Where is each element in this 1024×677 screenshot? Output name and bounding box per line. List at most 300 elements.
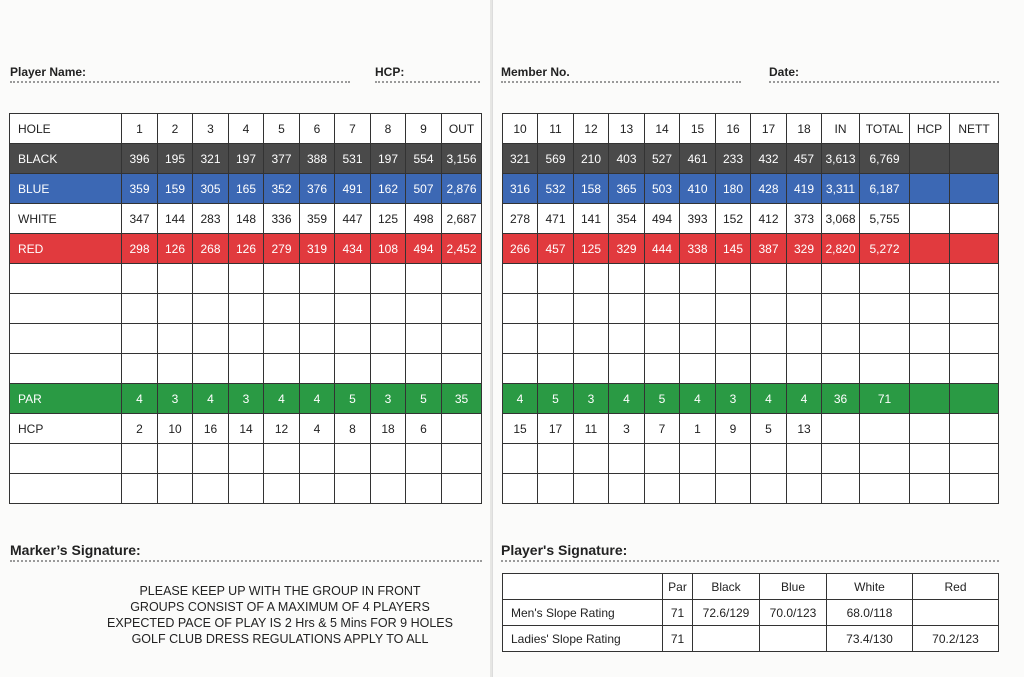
score-cell[interactable] (950, 204, 999, 234)
score-cell: 3 (193, 114, 229, 144)
score-cell: 316 (503, 174, 538, 204)
score-cell: 2 (158, 114, 193, 144)
score-cell: 145 (716, 234, 751, 264)
row-label[interactable] (10, 294, 122, 324)
score-cell: 13 (787, 414, 822, 444)
score-cell: TOTAL (860, 114, 910, 144)
score-cell: 3 (158, 384, 193, 414)
score-cell: 278 (503, 204, 538, 234)
score-cell: NETT (950, 114, 999, 144)
score-cell[interactable] (950, 444, 999, 474)
score-cell[interactable] (264, 264, 300, 294)
score-cell[interactable] (716, 264, 751, 294)
slope-header-cell: Red (913, 574, 999, 600)
score-cell[interactable] (787, 264, 822, 294)
score-cell[interactable] (751, 474, 787, 504)
score-cell[interactable] (716, 444, 751, 474)
score-cell[interactable] (950, 294, 999, 324)
score-cell[interactable] (574, 354, 609, 384)
score-cell: 126 (229, 234, 264, 264)
score-cell[interactable] (787, 324, 822, 354)
score-cell: 3,068 (822, 204, 860, 234)
score-cell: 268 (193, 234, 229, 264)
hcp-line[interactable] (375, 80, 480, 83)
score-cell: 321 (193, 144, 229, 174)
score-cell[interactable] (406, 264, 442, 294)
score-cell[interactable] (442, 294, 482, 324)
row-label: PAR (10, 384, 122, 414)
score-cell[interactable] (264, 324, 300, 354)
score-cell[interactable] (950, 324, 999, 354)
score-cell[interactable] (910, 234, 950, 264)
score-cell[interactable] (122, 474, 158, 504)
score-cell[interactable] (264, 294, 300, 324)
player-signature-line[interactable] (501, 559, 999, 562)
score-cell: 388 (300, 144, 335, 174)
score-cell: 5 (538, 384, 574, 414)
score-cell[interactable] (538, 324, 574, 354)
score-cell[interactable] (910, 414, 950, 444)
score-cell[interactable] (371, 354, 406, 384)
score-cell[interactable] (503, 444, 538, 474)
score-cell: 491 (335, 174, 371, 204)
front-hcp-row (10, 414, 482, 444)
score-cell[interactable] (680, 354, 716, 384)
score-cell: 10 (503, 114, 538, 144)
score-cell: 434 (335, 234, 371, 264)
score-cell[interactable] (335, 264, 371, 294)
back-hcp-row (503, 414, 999, 444)
front-blank-row (10, 444, 482, 474)
score-cell[interactable] (645, 354, 680, 384)
score-cell: 336 (264, 204, 300, 234)
score-cell[interactable] (822, 294, 860, 324)
score-cell[interactable] (193, 444, 229, 474)
score-cell[interactable] (122, 354, 158, 384)
score-cell[interactable] (193, 474, 229, 504)
back-white-row (503, 204, 999, 234)
score-cell[interactable] (229, 354, 264, 384)
score-cell: 4 (503, 384, 538, 414)
score-cell: 4 (300, 414, 335, 444)
score-cell: 5 (645, 384, 680, 414)
score-cell[interactable] (950, 174, 999, 204)
score-cell[interactable] (538, 264, 574, 294)
score-cell[interactable] (574, 294, 609, 324)
score-cell[interactable] (503, 474, 538, 504)
score-cell[interactable] (335, 294, 371, 324)
score-cell[interactable] (787, 354, 822, 384)
score-cell: 338 (680, 234, 716, 264)
score-cell[interactable] (609, 444, 645, 474)
score-cell: 6,769 (860, 144, 910, 174)
score-cell: 3,156 (442, 144, 482, 174)
score-cell: IN (822, 114, 860, 144)
score-cell: 2,876 (442, 174, 482, 204)
score-cell[interactable] (503, 264, 538, 294)
score-cell: 365 (609, 174, 645, 204)
score-cell[interactable] (787, 444, 822, 474)
score-cell[interactable] (645, 444, 680, 474)
score-cell[interactable] (910, 474, 950, 504)
score-cell: 4 (300, 384, 335, 414)
score-cell[interactable] (645, 324, 680, 354)
score-cell: 373 (787, 204, 822, 234)
ladies-slope-row (503, 626, 999, 652)
score-cell[interactable] (680, 324, 716, 354)
score-cell[interactable] (680, 444, 716, 474)
score-cell[interactable] (406, 324, 442, 354)
score-cell[interactable] (822, 354, 860, 384)
score-cell: 403 (609, 144, 645, 174)
score-cell[interactable] (300, 444, 335, 474)
slope-cell: 70.2/123 (913, 626, 999, 652)
score-cell[interactable] (503, 354, 538, 384)
score-cell[interactable] (300, 294, 335, 324)
row-label[interactable] (10, 264, 122, 294)
score-cell[interactable] (574, 474, 609, 504)
score-cell[interactable] (442, 444, 482, 474)
score-cell[interactable] (860, 264, 910, 294)
score-cell[interactable] (910, 144, 950, 174)
score-cell: 11 (538, 114, 574, 144)
score-cell[interactable] (609, 324, 645, 354)
score-cell[interactable] (193, 354, 229, 384)
score-cell[interactable] (950, 264, 999, 294)
player-name-label: Player Name: (10, 65, 87, 79)
score-cell[interactable] (645, 294, 680, 324)
score-cell[interactable] (680, 264, 716, 294)
score-cell[interactable] (680, 474, 716, 504)
score-cell: 457 (538, 234, 574, 264)
score-cell[interactable] (442, 324, 482, 354)
score-cell: 18 (371, 414, 406, 444)
score-cell: HCP (910, 114, 950, 144)
score-cell: 3 (371, 384, 406, 414)
score-cell: 159 (158, 174, 193, 204)
score-cell[interactable] (229, 264, 264, 294)
score-cell: 7 (335, 114, 371, 144)
score-cell: 4 (609, 384, 645, 414)
score-cell[interactable] (371, 444, 406, 474)
back-blank-row (503, 354, 999, 384)
back-black-row (503, 144, 999, 174)
row-label[interactable] (10, 354, 122, 384)
score-cell[interactable] (122, 444, 158, 474)
score-cell[interactable] (503, 294, 538, 324)
score-cell[interactable] (264, 444, 300, 474)
back-blank-row (503, 444, 999, 474)
score-cell: 377 (264, 144, 300, 174)
player-name-line[interactable] (10, 80, 350, 83)
row-label[interactable] (10, 474, 122, 504)
score-cell[interactable] (910, 324, 950, 354)
score-cell: 180 (716, 174, 751, 204)
score-cell[interactable] (158, 474, 193, 504)
score-cell: 16 (716, 114, 751, 144)
score-cell[interactable] (335, 444, 371, 474)
score-cell: 13 (609, 114, 645, 144)
score-cell[interactable] (860, 324, 910, 354)
score-cell: 18 (787, 114, 822, 144)
back-blue-row (503, 174, 999, 204)
score-cell[interactable] (442, 354, 482, 384)
score-cell: 494 (645, 204, 680, 234)
score-cell: 5 (264, 114, 300, 144)
score-cell[interactable] (716, 474, 751, 504)
score-cell: 279 (264, 234, 300, 264)
score-cell[interactable] (158, 354, 193, 384)
score-cell: 3 (574, 384, 609, 414)
slope-header-cell: Par (663, 574, 693, 600)
score-cell[interactable] (122, 294, 158, 324)
score-cell[interactable] (406, 354, 442, 384)
score-cell: 233 (716, 144, 751, 174)
score-cell: 461 (680, 144, 716, 174)
row-label[interactable] (10, 444, 122, 474)
score-cell: 4 (264, 384, 300, 414)
score-cell: 36 (822, 384, 860, 414)
score-cell[interactable] (751, 444, 787, 474)
score-cell[interactable] (229, 474, 264, 504)
score-cell: 2,452 (442, 234, 482, 264)
score-cell: 3,613 (822, 144, 860, 174)
score-cell[interactable] (264, 354, 300, 384)
score-cell: 354 (609, 204, 645, 234)
score-cell: 17 (538, 414, 574, 444)
score-cell[interactable] (822, 444, 860, 474)
score-cell[interactable] (910, 444, 950, 474)
score-cell: 305 (193, 174, 229, 204)
score-cell: 498 (406, 204, 442, 234)
score-cell[interactable] (503, 324, 538, 354)
score-cell[interactable] (787, 474, 822, 504)
score-cell: 15 (503, 414, 538, 444)
score-cell: 432 (751, 144, 787, 174)
score-cell[interactable] (574, 264, 609, 294)
score-cell: OUT (442, 114, 482, 144)
score-cell[interactable] (300, 354, 335, 384)
score-cell[interactable] (229, 444, 264, 474)
score-cell[interactable] (910, 384, 950, 414)
score-cell: 6,187 (860, 174, 910, 204)
score-cell[interactable] (609, 354, 645, 384)
score-cell: 359 (300, 204, 335, 234)
slope-header-cell: Blue (760, 574, 827, 600)
score-cell[interactable] (950, 234, 999, 264)
score-cell[interactable] (645, 474, 680, 504)
score-cell[interactable] (950, 384, 999, 414)
score-cell[interactable] (716, 294, 751, 324)
score-cell[interactable] (442, 474, 482, 504)
slope-cell: 70.0/123 (760, 600, 827, 626)
score-cell[interactable] (406, 444, 442, 474)
score-cell[interactable] (751, 264, 787, 294)
score-cell: 4 (751, 384, 787, 414)
score-cell[interactable] (716, 324, 751, 354)
score-cell[interactable] (950, 474, 999, 504)
score-cell: 71 (860, 384, 910, 414)
score-cell[interactable] (910, 264, 950, 294)
score-cell[interactable] (442, 414, 482, 444)
score-cell[interactable] (822, 324, 860, 354)
score-cell: 387 (751, 234, 787, 264)
score-cell: 6 (406, 414, 442, 444)
score-cell: 4 (193, 384, 229, 414)
score-cell[interactable] (574, 444, 609, 474)
score-cell[interactable] (716, 354, 751, 384)
row-label: HOLE (10, 114, 122, 144)
score-cell[interactable] (609, 474, 645, 504)
score-cell[interactable] (910, 354, 950, 384)
score-cell[interactable] (229, 294, 264, 324)
score-cell: 195 (158, 144, 193, 174)
row-label[interactable] (10, 324, 122, 354)
score-cell[interactable] (910, 174, 950, 204)
score-cell[interactable] (371, 294, 406, 324)
score-cell[interactable] (371, 474, 406, 504)
slope-cell (693, 626, 760, 652)
score-cell: 554 (406, 144, 442, 174)
score-cell[interactable] (822, 414, 860, 444)
score-cell: 4 (122, 384, 158, 414)
back-blank-row (503, 324, 999, 354)
score-cell[interactable] (193, 264, 229, 294)
score-cell[interactable] (680, 294, 716, 324)
score-cell[interactable] (645, 264, 680, 294)
score-cell[interactable] (300, 264, 335, 294)
score-cell[interactable] (822, 474, 860, 504)
score-cell[interactable] (751, 324, 787, 354)
score-cell: 5,755 (860, 204, 910, 234)
score-cell[interactable] (122, 324, 158, 354)
score-cell[interactable] (442, 264, 482, 294)
score-cell[interactable] (609, 294, 645, 324)
slope-cell: 71 (663, 626, 693, 652)
score-cell[interactable] (609, 264, 645, 294)
score-cell[interactable] (538, 444, 574, 474)
score-cell[interactable] (538, 294, 574, 324)
score-cell: 3 (229, 384, 264, 414)
score-cell: 197 (229, 144, 264, 174)
score-cell[interactable] (300, 474, 335, 504)
slope-cell: 73.4/130 (827, 626, 913, 652)
front-blank-row (10, 264, 482, 294)
score-cell[interactable] (751, 354, 787, 384)
score-cell[interactable] (193, 324, 229, 354)
date-line[interactable] (769, 80, 999, 83)
slope-cell (913, 600, 999, 626)
score-cell[interactable] (300, 324, 335, 354)
score-cell[interactable] (822, 264, 860, 294)
slope-header-cell: Black (693, 574, 760, 600)
score-cell: 9 (406, 114, 442, 144)
front-blank-row (10, 324, 482, 354)
score-cell[interactable] (406, 294, 442, 324)
score-cell[interactable] (950, 414, 999, 444)
front-white-row (10, 204, 482, 234)
score-cell[interactable] (574, 324, 609, 354)
score-cell: 1 (680, 414, 716, 444)
score-cell: 11 (574, 414, 609, 444)
marker-signature-line[interactable] (10, 559, 482, 562)
score-cell: 7 (645, 414, 680, 444)
score-cell: 393 (680, 204, 716, 234)
score-cell: 4 (229, 114, 264, 144)
score-cell[interactable] (406, 474, 442, 504)
back-blank-row (503, 474, 999, 504)
score-cell[interactable] (860, 444, 910, 474)
score-cell: 457 (787, 144, 822, 174)
score-cell: 507 (406, 174, 442, 204)
score-cell[interactable] (860, 474, 910, 504)
score-cell[interactable] (264, 474, 300, 504)
slope-cell (760, 626, 827, 652)
score-cell[interactable] (193, 294, 229, 324)
score-cell[interactable] (787, 294, 822, 324)
score-cell[interactable] (860, 354, 910, 384)
member-no-label: Member No. (501, 65, 570, 79)
front-blank-row (10, 354, 482, 384)
score-cell[interactable] (950, 354, 999, 384)
score-cell[interactable] (910, 204, 950, 234)
score-cell[interactable] (335, 474, 371, 504)
score-cell: 8 (335, 414, 371, 444)
notice-line: GOLF CLUB DRESS REGULATIONS APPLY TO ALL (131, 632, 429, 646)
slope-cell: 68.0/118 (827, 600, 913, 626)
score-cell: 1 (122, 114, 158, 144)
score-cell[interactable] (158, 294, 193, 324)
front-red-row (10, 234, 482, 264)
marker-signature-label: Marker’s Signature: (10, 542, 141, 558)
score-cell[interactable] (371, 324, 406, 354)
score-cell[interactable] (335, 354, 371, 384)
score-cell[interactable] (158, 264, 193, 294)
score-cell: 5 (406, 384, 442, 414)
score-cell[interactable] (371, 264, 406, 294)
score-cell[interactable] (860, 414, 910, 444)
score-cell[interactable] (122, 264, 158, 294)
score-cell: 2 (122, 414, 158, 444)
score-cell[interactable] (860, 294, 910, 324)
player-signature-label: Player's Signature: (501, 542, 628, 558)
score-cell[interactable] (158, 324, 193, 354)
score-cell[interactable] (910, 294, 950, 324)
score-cell[interactable] (751, 294, 787, 324)
score-cell[interactable] (538, 474, 574, 504)
score-cell: 148 (229, 204, 264, 234)
score-cell: 15 (680, 114, 716, 144)
score-cell: 144 (158, 204, 193, 234)
score-cell[interactable] (335, 324, 371, 354)
score-cell: 125 (574, 234, 609, 264)
score-cell[interactable] (538, 354, 574, 384)
score-cell: 197 (371, 144, 406, 174)
back-head-row (503, 114, 999, 144)
score-cell: 5 (335, 384, 371, 414)
score-cell: 359 (122, 174, 158, 204)
score-cell: 419 (787, 174, 822, 204)
member-no-line[interactable] (501, 80, 741, 83)
score-cell: 329 (609, 234, 645, 264)
score-cell[interactable] (229, 324, 264, 354)
score-cell[interactable] (158, 444, 193, 474)
score-cell: 396 (122, 144, 158, 174)
score-cell[interactable] (950, 144, 999, 174)
score-cell: 347 (122, 204, 158, 234)
score-cell: 108 (371, 234, 406, 264)
score-cell: 352 (264, 174, 300, 204)
